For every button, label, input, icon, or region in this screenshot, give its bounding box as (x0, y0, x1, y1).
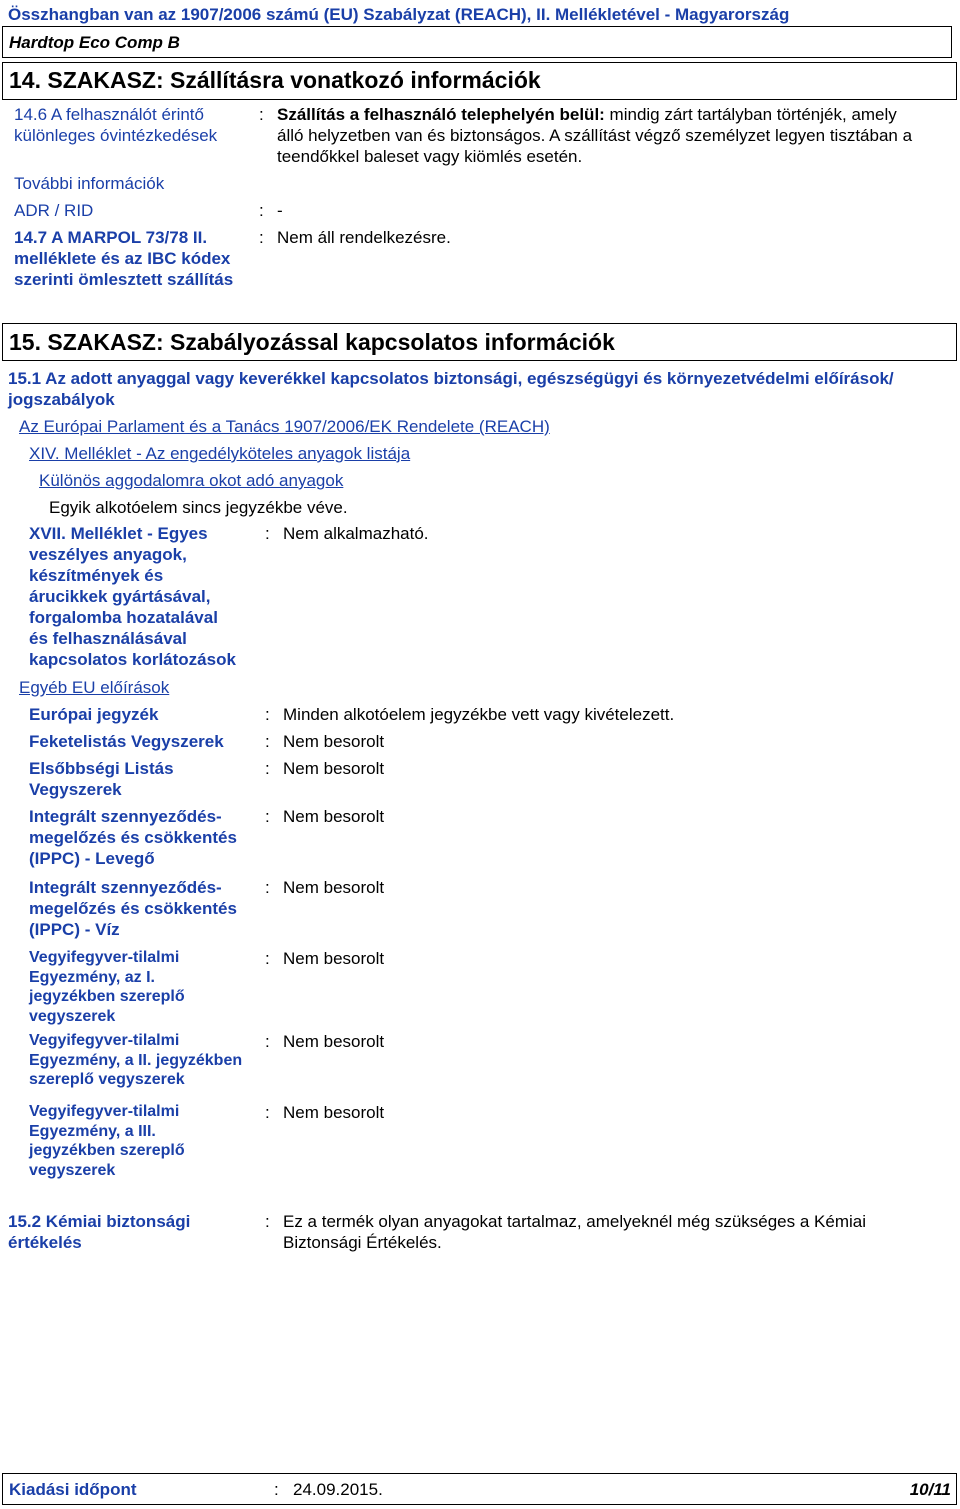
s146-value: Szállítás a felhasználó telephelyén belül: mindig zárt tartályban történjék, amely álló helyzetben van és biztonságos. A szállítást végző személyzet legyen tisztában a teendőkkel baleset vagy kiömlés esetén. (277, 105, 913, 166)
further-info-label: További információk (14, 174, 165, 193)
cwc3-value: Nem besorolt (283, 1103, 385, 1122)
product-name-box (2, 26, 952, 58)
s146-label: 14.6 A felhasználót érintő különleges óvintézkedések (14, 105, 218, 145)
separator: : (265, 759, 270, 778)
issue-date-label: Kiadási időpont (9, 1480, 137, 1499)
priority-value: Nem besorolt (283, 759, 385, 778)
blacklist-value: Nem besorolt (283, 732, 385, 751)
footer (2, 1473, 957, 1505)
priority-label: Elsőbbségi Listás Vegyszerek (29, 759, 174, 799)
cwc3-label: Vegyifegyver-tilalmi Egyezmény, a III. jegyzékben szereplő vegyszerek (29, 1103, 185, 1179)
s152-value: Ez a termék olyan anyagokat tartalmaz, amelyeknél még szükséges a Kémiai Biztonsági Értékelés. (283, 1212, 866, 1252)
cwc2-label: Vegyifegyver-tilalmi Egyezmény, a II. jegyzékben szereplő vegyszerek (29, 1032, 243, 1088)
separator: : (274, 1480, 279, 1499)
separator: : (265, 1032, 270, 1051)
eu-reg-heading: Az Európai Parlament és a Tanács 1907/2006/EK Rendelete (REACH) (19, 417, 550, 436)
svhc-text: Egyik alkotóelem sincs jegyzékbe véve. (49, 498, 348, 517)
eu-inventory-label: Európai jegyzék (29, 705, 159, 724)
s152-label: 15.2 Kémiai biztonsági értékelés (8, 1212, 191, 1252)
ippc-water-label: Integrált szennyeződés- megelőzés és csökkentés (IPPC) - Víz (29, 878, 237, 939)
ippc-air-label: Integrált szennyeződés- megelőzés és csökkentés (IPPC) - Levegő (29, 807, 237, 868)
separator: : (259, 228, 264, 247)
other-eu-heading: Egyéb EU előírások (19, 678, 170, 697)
cwc1-label: Vegyifegyver-tilalmi Egyezmény, az I. jegyzékben szereplő vegyszerek (29, 949, 185, 1025)
separator: : (265, 705, 270, 724)
s147-value: Nem áll rendelkezésre. (277, 228, 451, 247)
section-15-header (2, 323, 957, 361)
section-15-title: 15. SZAKASZ: Szabályozással kapcsolatos információk (9, 329, 615, 355)
blacklist-label: Feketelistás Vegyszerek (29, 732, 224, 751)
separator: : (259, 105, 264, 124)
ippc-water-value: Nem besorolt (283, 878, 385, 897)
svhc-heading: Különös aggodalomra okot adó anyagok (39, 471, 344, 490)
annex17-label: XVII. Melléklet - Egyes veszélyes anyagok, készítmények és árucikkek gyártásával, forgalomba hozatalával és felhasználásával kapcsolatos korlátozások (29, 524, 236, 669)
separator: : (265, 1212, 270, 1231)
section-14-title: 14. SZAKASZ: Szállításra vonatkozó információk (9, 67, 541, 93)
section-14-header (2, 62, 957, 100)
separator: : (265, 949, 270, 968)
regulation-title: Összhangban van az 1907/2006 számú (EU) Szabályzat (REACH), II. Mellékletével - Magyarország (8, 5, 790, 24)
cwc1-value: Nem besorolt (283, 949, 385, 968)
issue-date-value: 24.09.2015. (293, 1480, 383, 1499)
eu-inventory-value: Minden alkotóelem jegyzékbe vett vagy kivételezett. (283, 705, 675, 724)
cwc2-value: Nem besorolt (283, 1032, 385, 1051)
s147-label: 14.7 A MARPOL 73/78 II. melléklete és az IBC kódex szerinti ömlesztett szállítás (14, 228, 234, 289)
annex17-value: Nem alkalmazható. (283, 524, 429, 543)
adr-rid-value: - (277, 201, 283, 220)
separator: : (265, 732, 270, 751)
separator: : (265, 524, 270, 543)
ippc-air-value: Nem besorolt (283, 807, 385, 826)
separator: : (259, 201, 264, 220)
annex14-heading: XIV. Melléklet - Az engedélyköteles anyagok listája (29, 444, 411, 463)
s151-heading: 15.1 Az adott anyaggal vagy keverékkel kapcsolatos biztonsági, egészségügyi és környezetvédelmi előírások/ jogszabályok (8, 369, 894, 409)
product-name: Hardtop Eco Comp B (9, 33, 180, 52)
separator: : (265, 807, 270, 826)
page-number: 10/11 (909, 1480, 951, 1499)
adr-rid-label: ADR / RID (14, 201, 94, 220)
separator: : (265, 878, 270, 897)
separator: : (265, 1103, 270, 1122)
